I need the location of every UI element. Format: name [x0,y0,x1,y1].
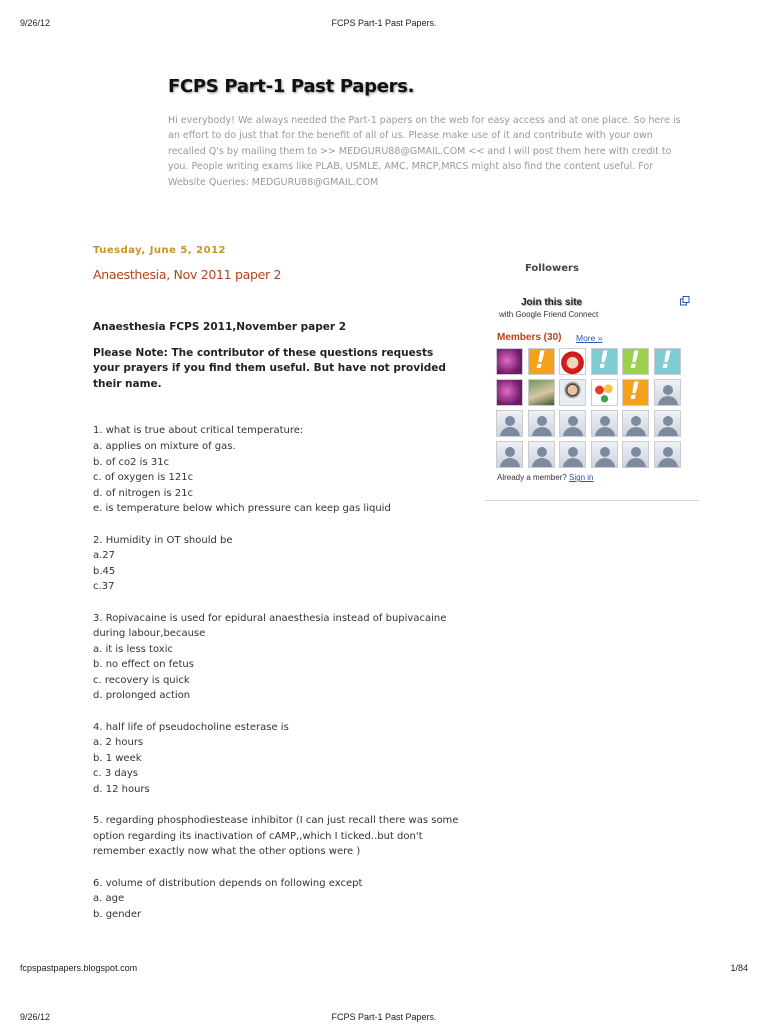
member-avatar[interactable] [559,410,586,437]
post-body [93,320,463,938]
question-item [93,533,463,595]
member-avatar[interactable] [528,410,555,437]
question-list [93,423,463,922]
question-text: 5. regarding phosphodiestease inhibitor (I can just recall there was some option regarding its inactivation of cAMP,,which I ticked..but don't remember exactly now what the other options were ) [93,815,459,858]
blog-description: Hi everybody! We always needed the Part-1 papers on the web for easy access and at one place. So here is an effort to do just that for the benefit of all of us. Please make use of it and contribute with your own recalled Q's by mailing them to >> MEDGURU88@GMAIL.COM << and I will post them here with credit to you. People writing exams like PLAB, USMLE, AMC, MRCP,MRCS might also find the content useful. For Website Queries: MEDGURU88@GMAIL.COM [168,115,681,188]
member-avatar[interactable] [622,410,649,437]
member-avatar[interactable] [591,379,618,406]
popout-icon[interactable] [680,296,690,306]
print-header [20,18,748,32]
question-option: b. of co2 is 31c [93,456,170,468]
question-option: d. prolonged action [93,690,191,702]
followers-title: Followers [525,263,579,274]
question-item [93,720,463,798]
question-option: e. is temperature below which pressure can keep gas liquid [93,503,391,515]
question-option: c. recovery is quick [93,674,190,686]
question-option: c. of oxygen is 121c [93,472,194,484]
member-avatar[interactable] [622,441,649,468]
member-avatar[interactable] [528,379,555,406]
print-date: 9/26/12 [20,18,51,28]
question-item [93,813,463,860]
question-option: b. no effect on fetus [93,659,194,671]
print-page-title: FCPS Part-1 Past Papers. [331,18,437,28]
question-option: b. 1 week [93,752,142,764]
join-subtitle: with Google Friend Connect [499,310,599,319]
post-note: Please Note: The contributor of these questions requests your prayers if you find them useful. But have not provided their name. [93,346,446,390]
member-avatar[interactable] [496,441,523,468]
question-option: a. 2 hours [93,737,144,749]
already-member-label: Already a member? [497,473,567,482]
already-member-text [497,473,594,482]
member-avatar[interactable] [654,441,681,468]
member-avatar[interactable] [528,441,555,468]
question-item [93,423,463,517]
question-text: 4. half life of pseudocholine esterase is [93,721,289,733]
next-page-header [20,1012,748,1024]
post-date: Tuesday, June 5, 2012 [93,245,226,256]
print-url: fcpspastpapers.blogspot.com [20,963,138,973]
question-item [93,876,463,923]
question-item [93,611,463,705]
member-avatar-grid [496,348,682,468]
question-text: 1. what is true about critical temperature: [93,425,304,437]
question-text: 2. Humidity in OT should be [93,534,233,546]
blog-title[interactable]: FCPS Part-1 Past Papers. [168,76,415,97]
question-option: c.37 [93,581,115,593]
member-avatar[interactable] [654,410,681,437]
join-site-link[interactable]: Join this site [521,297,583,308]
question-text: 3. Ropivacaine is used for epidural anaesthesia instead of bupivacaine during labour,because [93,612,447,640]
member-avatar[interactable] [496,379,523,406]
member-avatar[interactable] [591,410,618,437]
print-footer [20,963,748,977]
question-option: c. 3 days [93,768,138,780]
member-avatar[interactable] [622,379,649,406]
member-avatar[interactable] [591,441,618,468]
member-avatar[interactable] [496,410,523,437]
member-avatar[interactable] [654,379,681,406]
question-option: b. gender [93,908,142,920]
question-option: d. of nitrogen is 21c [93,487,193,499]
members-count: Members (30) [497,332,562,343]
question-option: d. 12 hours [93,784,150,796]
sidebar-divider [485,500,699,501]
member-avatar[interactable] [559,379,586,406]
question-option: b.45 [93,565,116,577]
member-avatar[interactable] [559,348,586,375]
member-avatar[interactable] [654,348,681,375]
post-heading: Anaesthesia FCPS 2011,November paper 2 [93,321,347,333]
next-page-date: 9/26/12 [20,1012,51,1022]
member-avatar[interactable] [622,348,649,375]
question-option: a. it is less toxic [93,643,173,655]
member-avatar[interactable] [559,441,586,468]
post-title[interactable]: Anaesthesia, Nov 2011 paper 2 [93,267,282,282]
member-avatar[interactable] [496,348,523,375]
question-option: a. applies on mixture of gas. [93,440,236,452]
print-page-number: 1/84 [730,963,748,973]
more-members-link[interactable]: More » [576,333,603,343]
next-page-title: FCPS Part-1 Past Papers. [331,1012,437,1022]
question-option: a. age [93,893,125,905]
question-text: 6. volume of distribution depends on following except [93,877,363,889]
member-avatar[interactable] [528,348,555,375]
sign-in-link[interactable]: Sign in [569,473,594,482]
question-option: a.27 [93,550,116,562]
member-avatar[interactable] [591,348,618,375]
